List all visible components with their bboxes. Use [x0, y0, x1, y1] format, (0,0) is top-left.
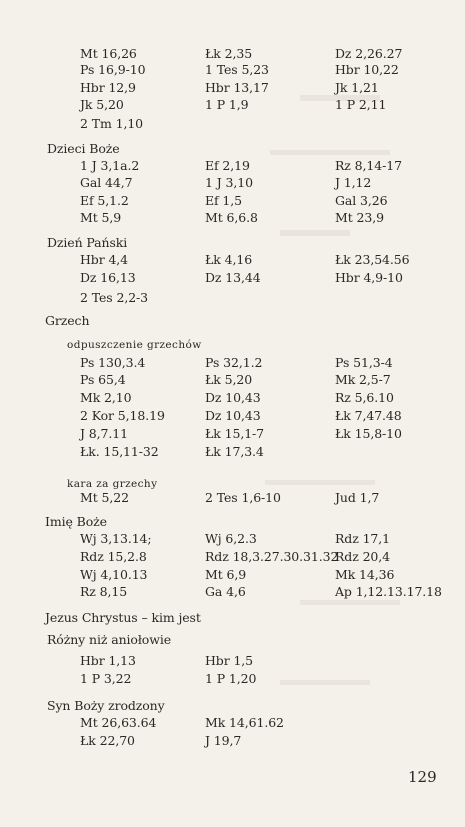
reference-cell: J 19,7 — [205, 733, 242, 748]
reference-cell: Ef 2,19 — [205, 158, 250, 173]
reference-cell: Rdz 20,4 — [335, 549, 391, 564]
reference-cell: Hbr 12,9 — [80, 80, 136, 95]
reference-cell: Rz 5,6.10 — [335, 390, 394, 405]
reference-cell: Wj 4,10.13 — [80, 567, 148, 582]
reference-cell: Dz 2,26.27 — [335, 46, 403, 61]
subsection-heading: kara za grzechy — [67, 478, 158, 490]
reference-cell: Mt 5,9 — [80, 210, 122, 225]
reference-cell: Ef 5,1.2 — [80, 193, 129, 208]
reference-cell: Wj 6,2.3 — [205, 531, 257, 546]
reference-cell: Dz 10,43 — [205, 390, 261, 405]
reference-cell: Rdz 15,2.8 — [80, 549, 147, 564]
reference-cell: Mt 6,9 — [205, 567, 247, 582]
reference-cell: Ps 32,1.2 — [205, 355, 263, 370]
reference-cell: Hbr 1,5 — [205, 653, 254, 668]
reference-cell: 2 Tes 2,2-3 — [80, 290, 149, 305]
reference-cell: 2 Kor 5,18.19 — [80, 408, 165, 423]
section-heading: Dzień Pański — [47, 235, 128, 250]
reference-cell: 1 J 3,1a.2 — [80, 158, 140, 173]
chapter-heading: Jezus Chrystus – kim jest — [45, 610, 201, 625]
reference-cell: Jk 5,20 — [80, 97, 124, 112]
reference-cell: Mk 2,5-7 — [335, 372, 391, 387]
reference-cell: Rdz 17,1 — [335, 531, 391, 546]
chapter-heading: Grzech — [45, 313, 90, 328]
reference-cell: Hbr 10,22 — [335, 62, 399, 77]
reference-cell: Jud 1,7 — [335, 490, 380, 505]
reference-cell: Łk 15,1-7 — [205, 426, 265, 441]
reference-cell: 2 Tm 1,10 — [80, 116, 144, 131]
reference-cell: Mt 6,6.8 — [205, 210, 258, 225]
reference-cell: 1 P 1,20 — [205, 671, 257, 686]
reference-cell: Rdz 18,3.27.30.31.32 — [205, 549, 339, 564]
reference-cell: Ga 4,6 — [205, 584, 246, 599]
reference-cell: Łk 17,3.4 — [205, 444, 264, 459]
reference-cell: Wj 3,13.14; — [80, 531, 152, 546]
reference-cell: Mk 2,10 — [80, 390, 132, 405]
reference-cell: J 1,12 — [335, 175, 372, 190]
reference-cell: Hbr 4,9-10 — [335, 270, 403, 285]
reference-cell: 1 Tes 5,23 — [205, 62, 269, 77]
reference-cell: Ef 1,5 — [205, 193, 243, 208]
reference-cell: 1 J 3,10 — [205, 175, 253, 190]
section-heading: Różny niż aniołowie — [47, 632, 172, 647]
reference-cell: Łk 22,70 — [80, 733, 135, 748]
reference-cell: Ps 130,3.4 — [80, 355, 146, 370]
reference-cell: Mt 23,9 — [335, 210, 384, 225]
reference-cell: Mt 5,22 — [80, 490, 129, 505]
section-heading: Dzieci Boże — [47, 141, 120, 156]
reference-cell: Dz 10,43 — [205, 408, 261, 423]
reference-cell: Gal 44,7 — [80, 175, 133, 190]
reference-cell: Łk 4,16 — [205, 252, 253, 267]
subsection-heading: odpuszczenie grzechów — [67, 339, 202, 351]
reference-cell: Dz 13,44 — [205, 270, 261, 285]
reference-cell: Mk 14,61.62 — [205, 715, 284, 730]
reference-cell: Rz 8,15 — [80, 584, 128, 599]
reference-cell: Gal 3,26 — [335, 193, 388, 208]
section-heading: Syn Boży zrodzony — [47, 698, 165, 713]
reference-cell: Mt 26,63.64 — [80, 715, 157, 730]
reference-cell: J 8,7.11 — [80, 426, 128, 441]
reference-cell: 1 P 3,22 — [80, 671, 132, 686]
page-number: 129 — [408, 768, 437, 786]
reference-cell: Ps 16,9-10 — [80, 62, 146, 77]
reference-cell: Łk 5,20 — [205, 372, 253, 387]
reference-cell: 2 Tes 1,6-10 — [205, 490, 281, 505]
reference-cell: 1 P 2,11 — [335, 97, 387, 112]
reference-cell: Łk 2,35 — [205, 46, 253, 61]
reference-cell: Hbr 1,13 — [80, 653, 136, 668]
reference-cell: Łk 23,54.56 — [335, 252, 410, 267]
reference-cell: Mk 14,36 — [335, 567, 395, 582]
reference-cell: Ps 51,3-4 — [335, 355, 393, 370]
reference-cell: Hbr 13,17 — [205, 80, 269, 95]
reference-cell: Ps 65,4 — [80, 372, 126, 387]
reference-cell: Łk 7,47.48 — [335, 408, 402, 423]
chapter-heading: Imię Boże — [45, 514, 107, 529]
reference-cell: Ap 1,12.13.17.18 — [335, 584, 442, 599]
reference-cell: 1 P 1,9 — [205, 97, 249, 112]
reference-cell: Rz 8,14-17 — [335, 158, 402, 173]
reference-cell: Dz 16,13 — [80, 270, 136, 285]
reference-cell: Łk 15,8-10 — [335, 426, 402, 441]
reference-cell: Łk. 15,11-32 — [80, 444, 159, 459]
reference-cell: Hbr 4,4 — [80, 252, 129, 267]
reference-cell: Mt 16,26 — [80, 46, 137, 61]
reference-cell: Jk 1,21 — [335, 80, 379, 95]
